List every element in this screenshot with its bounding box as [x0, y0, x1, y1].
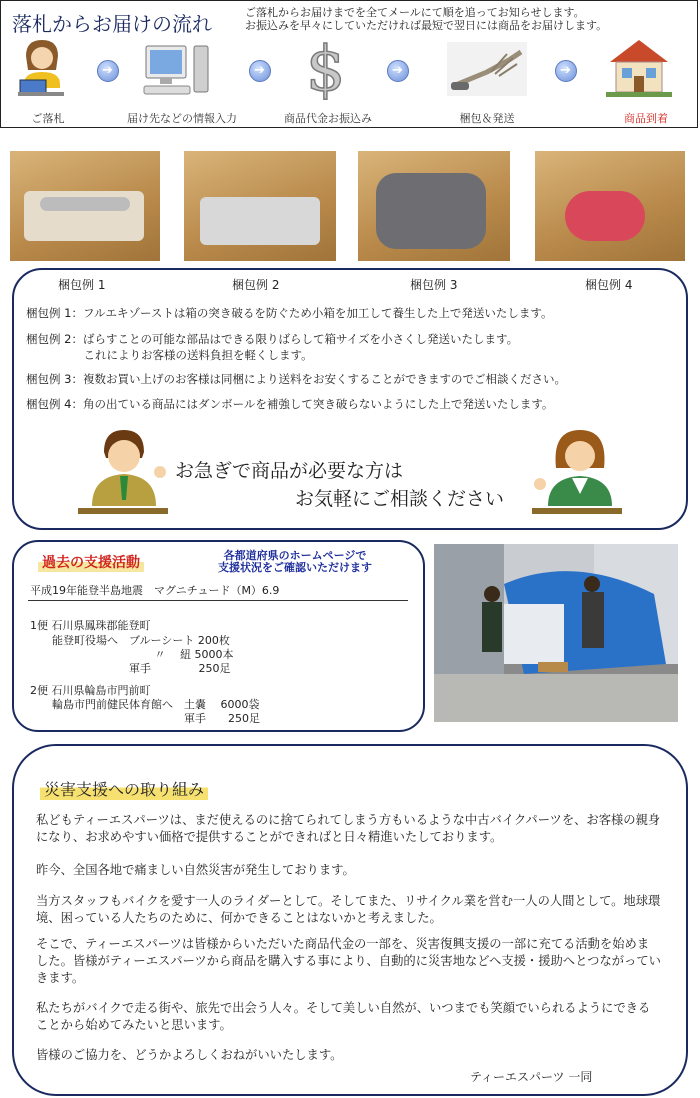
packing-line-2b: これによりお客様の送料負担を軽くします。 — [26, 348, 313, 362]
note-line-2: 支援状況をご確認いただけます — [218, 561, 372, 574]
packing-line-4: 梱包例 4：角の出ている商品にはダンボールを補強して突き破らないようにした上で発送いたします。 — [26, 397, 554, 411]
disaster-paragraph-3: 当方スタッフもバイクを愛す一人のライダーとして。そしてまた、リサイクル業を営む一人の人間として。地球環境、困っている人たちのために、何かできることはないかと考えました。 — [36, 894, 661, 925]
signature: ティーエスパーツ 一同 — [470, 1070, 593, 1084]
history-line-5: 2便 石川県輪島市門前町 — [30, 684, 151, 697]
flow-title: 落札からお届けの流れ — [12, 12, 212, 36]
packing-photo-1 — [10, 151, 160, 261]
contact-line-1: お急ぎで商品が必要な方は — [175, 460, 404, 482]
arrow-right-icon — [555, 60, 577, 82]
history-line-3: 〃 紐 5000本 — [30, 648, 234, 661]
packing-photo-2 — [184, 151, 336, 261]
svg-text:$: $ — [306, 34, 346, 100]
flow-desc-line-1: ご落札からお届けまでを全てメールにて順を追ってお知らせします。 — [245, 6, 585, 19]
arrow-right-icon — [97, 60, 119, 82]
disaster-paragraph-5: 私たちがバイクで走る街や、旅先で出会う人々。そして美しい自然が、いつまでも笑顔でいられるようにできることから始めてみたいと思います。 — [36, 1001, 651, 1032]
support-history-note — [195, 550, 395, 574]
step-label-info-input: 届け先などの情報入力 — [127, 112, 237, 125]
divider — [28, 600, 408, 601]
person-at-computer-icon — [18, 36, 66, 98]
step-label-pack-ship: 梱包＆発送 — [459, 112, 515, 125]
packing-line-1: 梱包例 1：フルエキゾーストは箱の突き破るを防ぐため小箱を加工して養生した上で発送いたします。 — [26, 306, 553, 320]
disaster-paragraph-2: 昨今、全国各地で痛ましい自然災害が発生しております。 — [36, 863, 355, 877]
step-label-bid: ご落札 — [31, 112, 65, 125]
earthquake-info: 平成19年能登半島地震 マグニチュード（M）6.9 — [30, 584, 280, 597]
house-icon — [606, 36, 672, 98]
disaster-paragraph-4: そこで、ティーエスパーツは皆様からいただいた商品代金の一部を、災害復興支援の一部に充てる活動を始めました。皆様がティーエスパーツから商品を購入する事により、自動的に災害地などへ支援・援助へとつながっていきます。 — [36, 937, 661, 985]
flow-description — [245, 6, 607, 32]
flow-desc-line-2: お振込みを早々にしていただければ最短で翌日には商品をお届けします。 — [245, 19, 608, 32]
packing-label-1: 梱包例 1 — [58, 278, 106, 292]
support-photo — [434, 544, 678, 722]
disaster-paragraph-1: 私どもティーエスパーツは、まだ使えるのに捨てられてしまう方もいるような中古バイクパーツを、お客様の親身になり、お求めやすい価格で提供することができればと日々精進いたしております。 — [36, 813, 661, 844]
contact-line-2: お気軽にご相談ください — [295, 488, 505, 510]
packing-label-2: 梱包例 2 — [232, 278, 280, 292]
history-line-7: 軍手 250足 — [30, 712, 260, 725]
packing-line-3: 梱包例 3：複数お買い上げのお客様は同梱により送料をお安くすることができますのでご相談ください。 — [26, 372, 566, 386]
note-line-1: 各都道府県のホームページで — [223, 549, 367, 562]
step-label-payment: 商品代金お振込み — [284, 112, 372, 125]
dollar-sign-icon — [302, 34, 354, 100]
packing-label-4: 梱包例 4 — [585, 278, 633, 292]
packing-line-2: 梱包例 2：ばらすことの可能な部品はできる限りばらして箱サイズを小さくし発送いたします。 — [26, 332, 519, 346]
packing-photo-4 — [535, 151, 685, 261]
support-history-title: 過去の支援活動 — [38, 552, 144, 572]
history-line-1: 1便 石川県鳳珠郡能登町 — [30, 619, 151, 632]
step-label-arrival: 商品到着 — [624, 112, 668, 125]
male-staff-icon — [78, 424, 168, 516]
female-staff-icon — [532, 424, 622, 516]
disaster-support-title: 災害支援への取り組み — [40, 777, 208, 800]
desktop-computer-icon — [142, 42, 212, 98]
exhaust-pipe-icon — [447, 42, 527, 96]
arrow-right-icon — [249, 60, 271, 82]
arrow-right-icon — [387, 60, 409, 82]
history-line-4: 軍手 250足 — [30, 662, 231, 675]
history-line-2: 能登町役場へ ブルーシート 200枚 — [30, 634, 230, 647]
history-line-6: 輪島市門前健民体育館へ 土嚢 6000袋 — [30, 698, 260, 711]
packing-photo-3 — [358, 151, 510, 261]
packing-label-3: 梱包例 3 — [410, 278, 458, 292]
disaster-paragraph-6: 皆様のご協力を、どうかよろしくおねがいいたします。 — [36, 1048, 343, 1062]
